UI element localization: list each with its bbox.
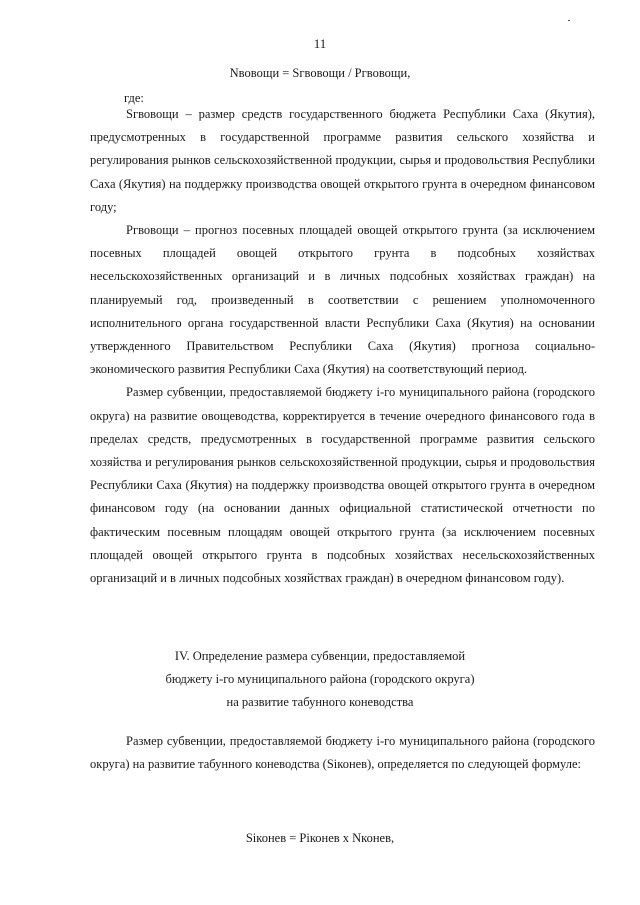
scan-mark xyxy=(568,20,570,21)
where-label: где: xyxy=(124,91,144,105)
page-number: 11 xyxy=(313,36,327,51)
correction-paragraph: Размер субвенции, предоставляемой бюджету i-го муниципального района (городского округа) на развитие овощеводства, корректируется в течение очередного финансового года в пределах средств, предусмотренных в государственной программе развития сельского хозяйства и регулирования рынков сельскохозяйственной продукции, сырья и продовольствия Республики Саха (Якутия) на поддержку производства овощей открытого грунта в очередном финансовом году (на основании данных официальной статистической отчетности по фактическим посевным площадям овощей открытого грунта (за исключением посевных площадей овощей открытого грунта в подсобных хозяйствах несельскохозяйственных организаций и в личных подсобных хозяйствах граждан) в очередном финансовом году). xyxy=(90,385,595,586)
body-text-top xyxy=(90,103,595,590)
section-heading-line: бюджету i-го муниципального района (городского округа) xyxy=(165,672,475,686)
subvention-paragraph: Размер субвенции, предоставляемой бюджету i-го муниципального района (городского округа) на развитие табунного коневодства (Siконев), определяется по следующей формуле: xyxy=(90,734,595,772)
definition-sg: Sгвовощи – размер средств государственного бюджета Республики Саха (Якутия), предусмотренных в государственной программе развития сельского хозяйства и регулирования рынков сельскохозяйственной продукции, сырья и продовольствия Республики Саха (Якутия) на поддержку производства овощей открытого грунта в очередном финансовом году; xyxy=(90,107,595,214)
section-heading-line: IV. Определение размера субвенции, предоставляемой xyxy=(174,649,466,663)
section-heading-line: на развитие табунного коневодства xyxy=(226,695,414,709)
definition-pg: Pгвовощи – прогноз посевных площадей овощей открытого грунта (за исключением посевных площадей овощей открытого грунта в подсобных хозяйствах несельскохозяйственных организаций и в личных подсобных хозяйствах граждан) на планируемый год, произведенный в соответствии с решением уполномоченного исполнительного органа государственной власти Республики Саха (Якутия) на основании утвержденного Правительством Республики Саха (Якутия) прогноза социально-экономического развития Республики Саха (Якутия) на соответствующий период. xyxy=(90,223,595,377)
formula-vegetables: Nвовощи = Sгвовощи / Pгвовощи, xyxy=(229,66,411,80)
section-heading xyxy=(0,645,640,714)
body-text-bottom xyxy=(90,730,595,776)
formula-horses: Siконев = Piконев х Nконев, xyxy=(245,831,395,845)
